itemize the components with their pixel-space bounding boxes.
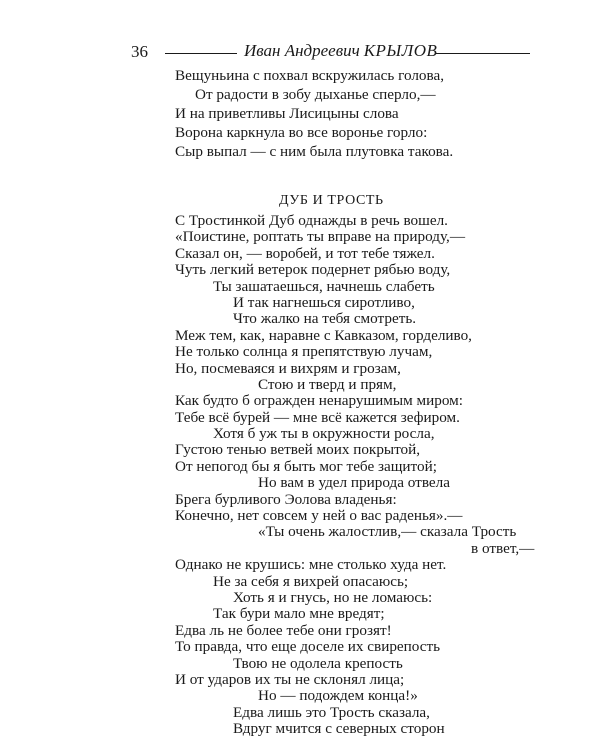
header-rule-right: [435, 53, 530, 54]
verse-line: Сыр выпал — с ним была плутовка такова.: [175, 143, 454, 160]
author-name: Иван Андреевич: [244, 41, 360, 60]
verse-line: То правда, что еще доселе их свирепость: [175, 638, 441, 656]
verse-line: «Поистине, роптать ты вправе на природу,—: [175, 228, 466, 246]
verse-line: в ответ,—: [471, 539, 535, 557]
verse-line: Тебе всё бурей — мне всё кажется зефиром.: [175, 408, 460, 426]
verse-line: С Тростинкой Дуб однажды в речь вошел.: [175, 212, 448, 229]
verse-line: Стою и тверд и прям,: [258, 375, 397, 393]
verse-line: Не только солнца я препятствую лучам,: [175, 343, 433, 361]
page-header: [0, 0, 600, 60]
verse-line: И на приветливы Лисицыны слова: [175, 105, 399, 122]
verse-line: Конечно, нет совсем у ней о вас раденья».—: [175, 507, 463, 524]
verse-line: Что жалко на тебя смотреть.: [233, 310, 417, 328]
verse-line: Едва ль не более тебе они грозят!: [175, 621, 392, 639]
poem-title: ДУБ И ТРОСТЬ: [279, 193, 384, 208]
verse-line: Едва лишь это Трость сказала,: [233, 703, 430, 721]
header-rule-left: [165, 53, 237, 54]
verse-line: Густою тенью ветвей моих покрытой,: [175, 441, 421, 459]
verse-line: От радости в зобу дыханье сперло,—: [195, 86, 436, 103]
verse-line: Твою не одолела крепость: [233, 654, 403, 672]
verse-line: Хотя б уж ты в окружности росла,: [213, 425, 435, 442]
verse-line: Однако не крушись: мне столько худа нет.: [175, 556, 447, 574]
verse-line: Сказал он, — воробей, и тот тебе тяжел.: [175, 244, 435, 262]
author-surname: КРЫЛОВ: [363, 41, 438, 60]
verse-line: Не за себя я вихрей опасаюсь;: [213, 572, 409, 590]
verse-line: От непогод бы я быть мог тебе защитой;: [175, 457, 437, 475]
verse-line: Вещуньина с похвал вскружилась голова,: [175, 67, 445, 84]
verse-line: Меж тем, как, наравне с Кавказом, горделиво,: [175, 326, 472, 344]
verse-line: Но вам в удел природа отвела: [258, 474, 450, 492]
verse-line: Брега бурливого Эолова владенья:: [175, 490, 397, 508]
verse-line: И так нагнешься сиротливо,: [233, 293, 415, 311]
verse-line: Ворона каркнула во все воронье горло:: [175, 124, 428, 141]
verse-line: Ты зашатаешься, начнешь слабеть: [213, 277, 435, 295]
verse-line: И от ударов их ты не склонял лица;: [175, 670, 405, 688]
verse-line: Хоть я и гнусь, но не ломаюсь:: [233, 588, 433, 606]
verse-line: Чуть легкий ветерок подернет рябью воду,: [175, 261, 451, 279]
verse-line: Вдруг мчится с северных сторон: [233, 720, 445, 737]
verse-line: Но — подождем конца!»: [258, 687, 418, 705]
verse-line: Как будто б огражден ненарушимым миром:: [175, 392, 463, 410]
page-number: 36: [131, 42, 148, 61]
running-title: [244, 41, 437, 61]
verse-line: Так бури мало мне вредят;: [213, 605, 385, 623]
verse-line: Но, посмеваяся и вихрям и грозам,: [175, 359, 401, 377]
verse-line: «Ты очень жалостлив,— сказала Трость: [258, 523, 517, 541]
